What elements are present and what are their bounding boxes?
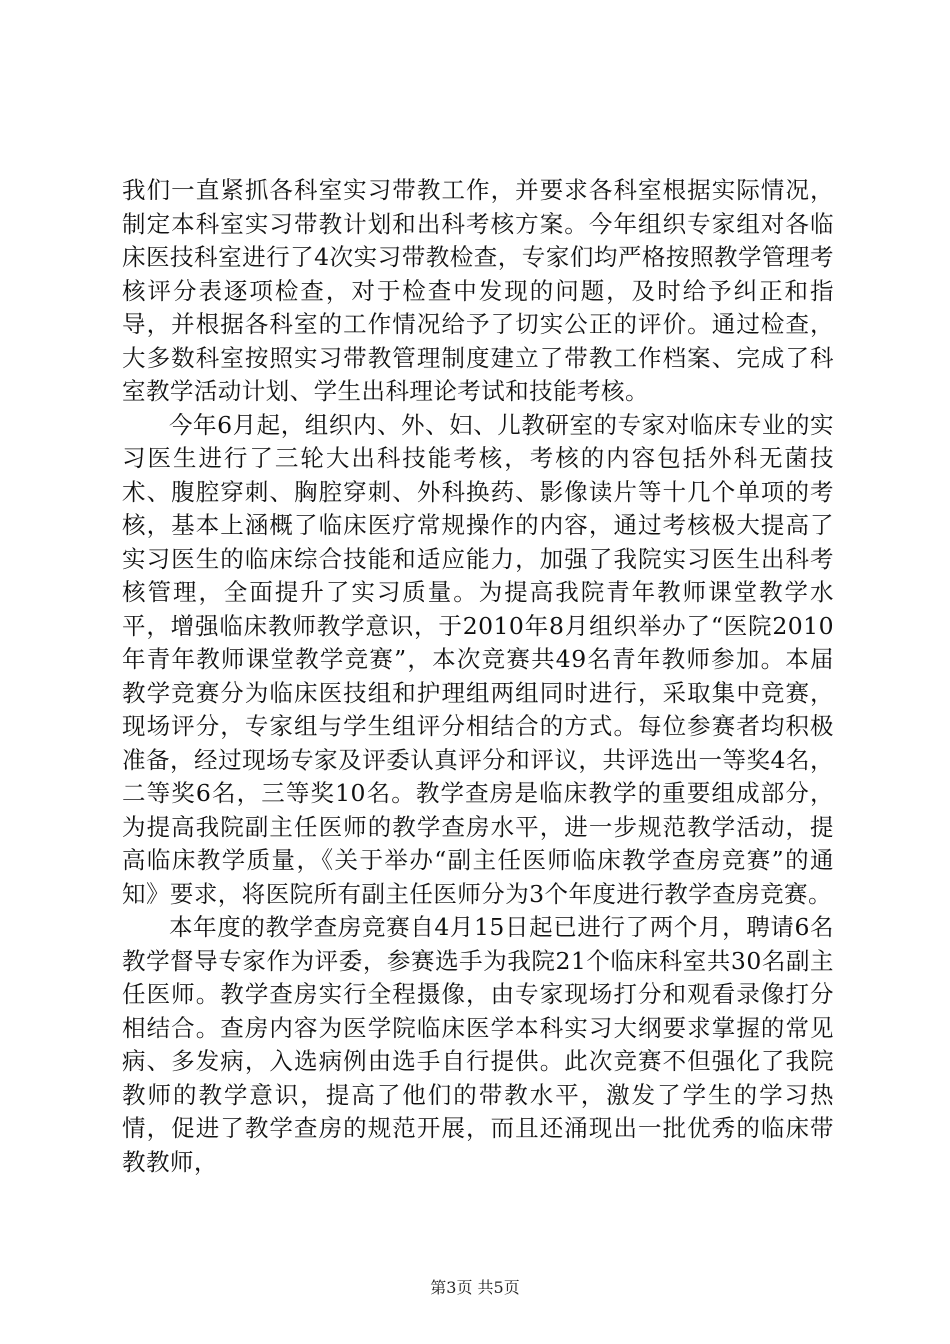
- paragraph-2: 今年6月起，组织内、外、妇、儿教研室的专家对临床专业的实习医生进行了三轮大出科技能考核，考核的内容包括外科无菌技术、腹腔穿刺、胸腔穿刺、外科换药、影像读片等十几个单项的考核，基本上涵概了临床医疗常规操作的内容，通过考核极大提高了实习医生的临床综合技能和适应能力，加强了我院实习医生出科考核管理，全面提升了实习质量。为提高我院青年教师课堂教学水平，增强临床教师教学意识，于2010年8月组织举办了“医院2010年青年教师课堂教学竞赛”，本次竞赛共49名青年教师参加。本届教学竞赛分为临床医技组和护理组两组同时进行，采取集中竞赛，现场评分，专家组与学生组评分相结合的方式。每位参赛者均积极准备，经过现场专家及评委认真评分和评议，共评选出一等奖4名，二等奖6名，三等奖10名。教学查房是临床教学的重要组成部分，为提高我院副主任医师的教学查房水平，进一步规范教学活动，提高临床教学质量，《关于举办“副主任医师临床教学查房竞赛”的通知》要求，将医院所有副主任医师分为3个年度进行教学查房竞赛。: [122, 410, 834, 908]
- page-footer: 第3页 共5页: [430, 1278, 520, 1297]
- paragraph-3: 本年度的教学查房竞赛自4月15日起已进行了两个月，聘请6名教学督导专家作为评委，参赛选手为我院21个临床科室共30名副主任医师。教学查房实行全程摄像，由专家现场打分和观看录像打分相结合。查房内容为医学院临床医学本科实习大纲要求掌握的常见病、多发病，入选病例由选手自行提供。此次竞赛不但强化了我院教师的教学意识，提高了他们的带教水平，激发了学生的学习热情，促进了教学查房的规范开展，而且还涌现出一批优秀的临床带教教师，: [122, 913, 834, 1176]
- document-body: [122, 174, 834, 1179]
- paragraph-1: 我们一直紧抓各科室实习带教工作，并要求各科室根据实际情况，制定本科室实习带教计划和出科考核方案。今年组织专家组对各临床医技科室进行了4次实习带教检查，专家们均严格按照教学管理考核评分表逐项检查，对于检查中发现的问题，及时给予纠正和指导，并根据各科室的工作情况给予了切实公正的评价。通过检查，大多数科室按照实习带教管理制度建立了带教工作档案、完成了科室教学活动计划、学生出科理论考试和技能考核。: [122, 176, 834, 405]
